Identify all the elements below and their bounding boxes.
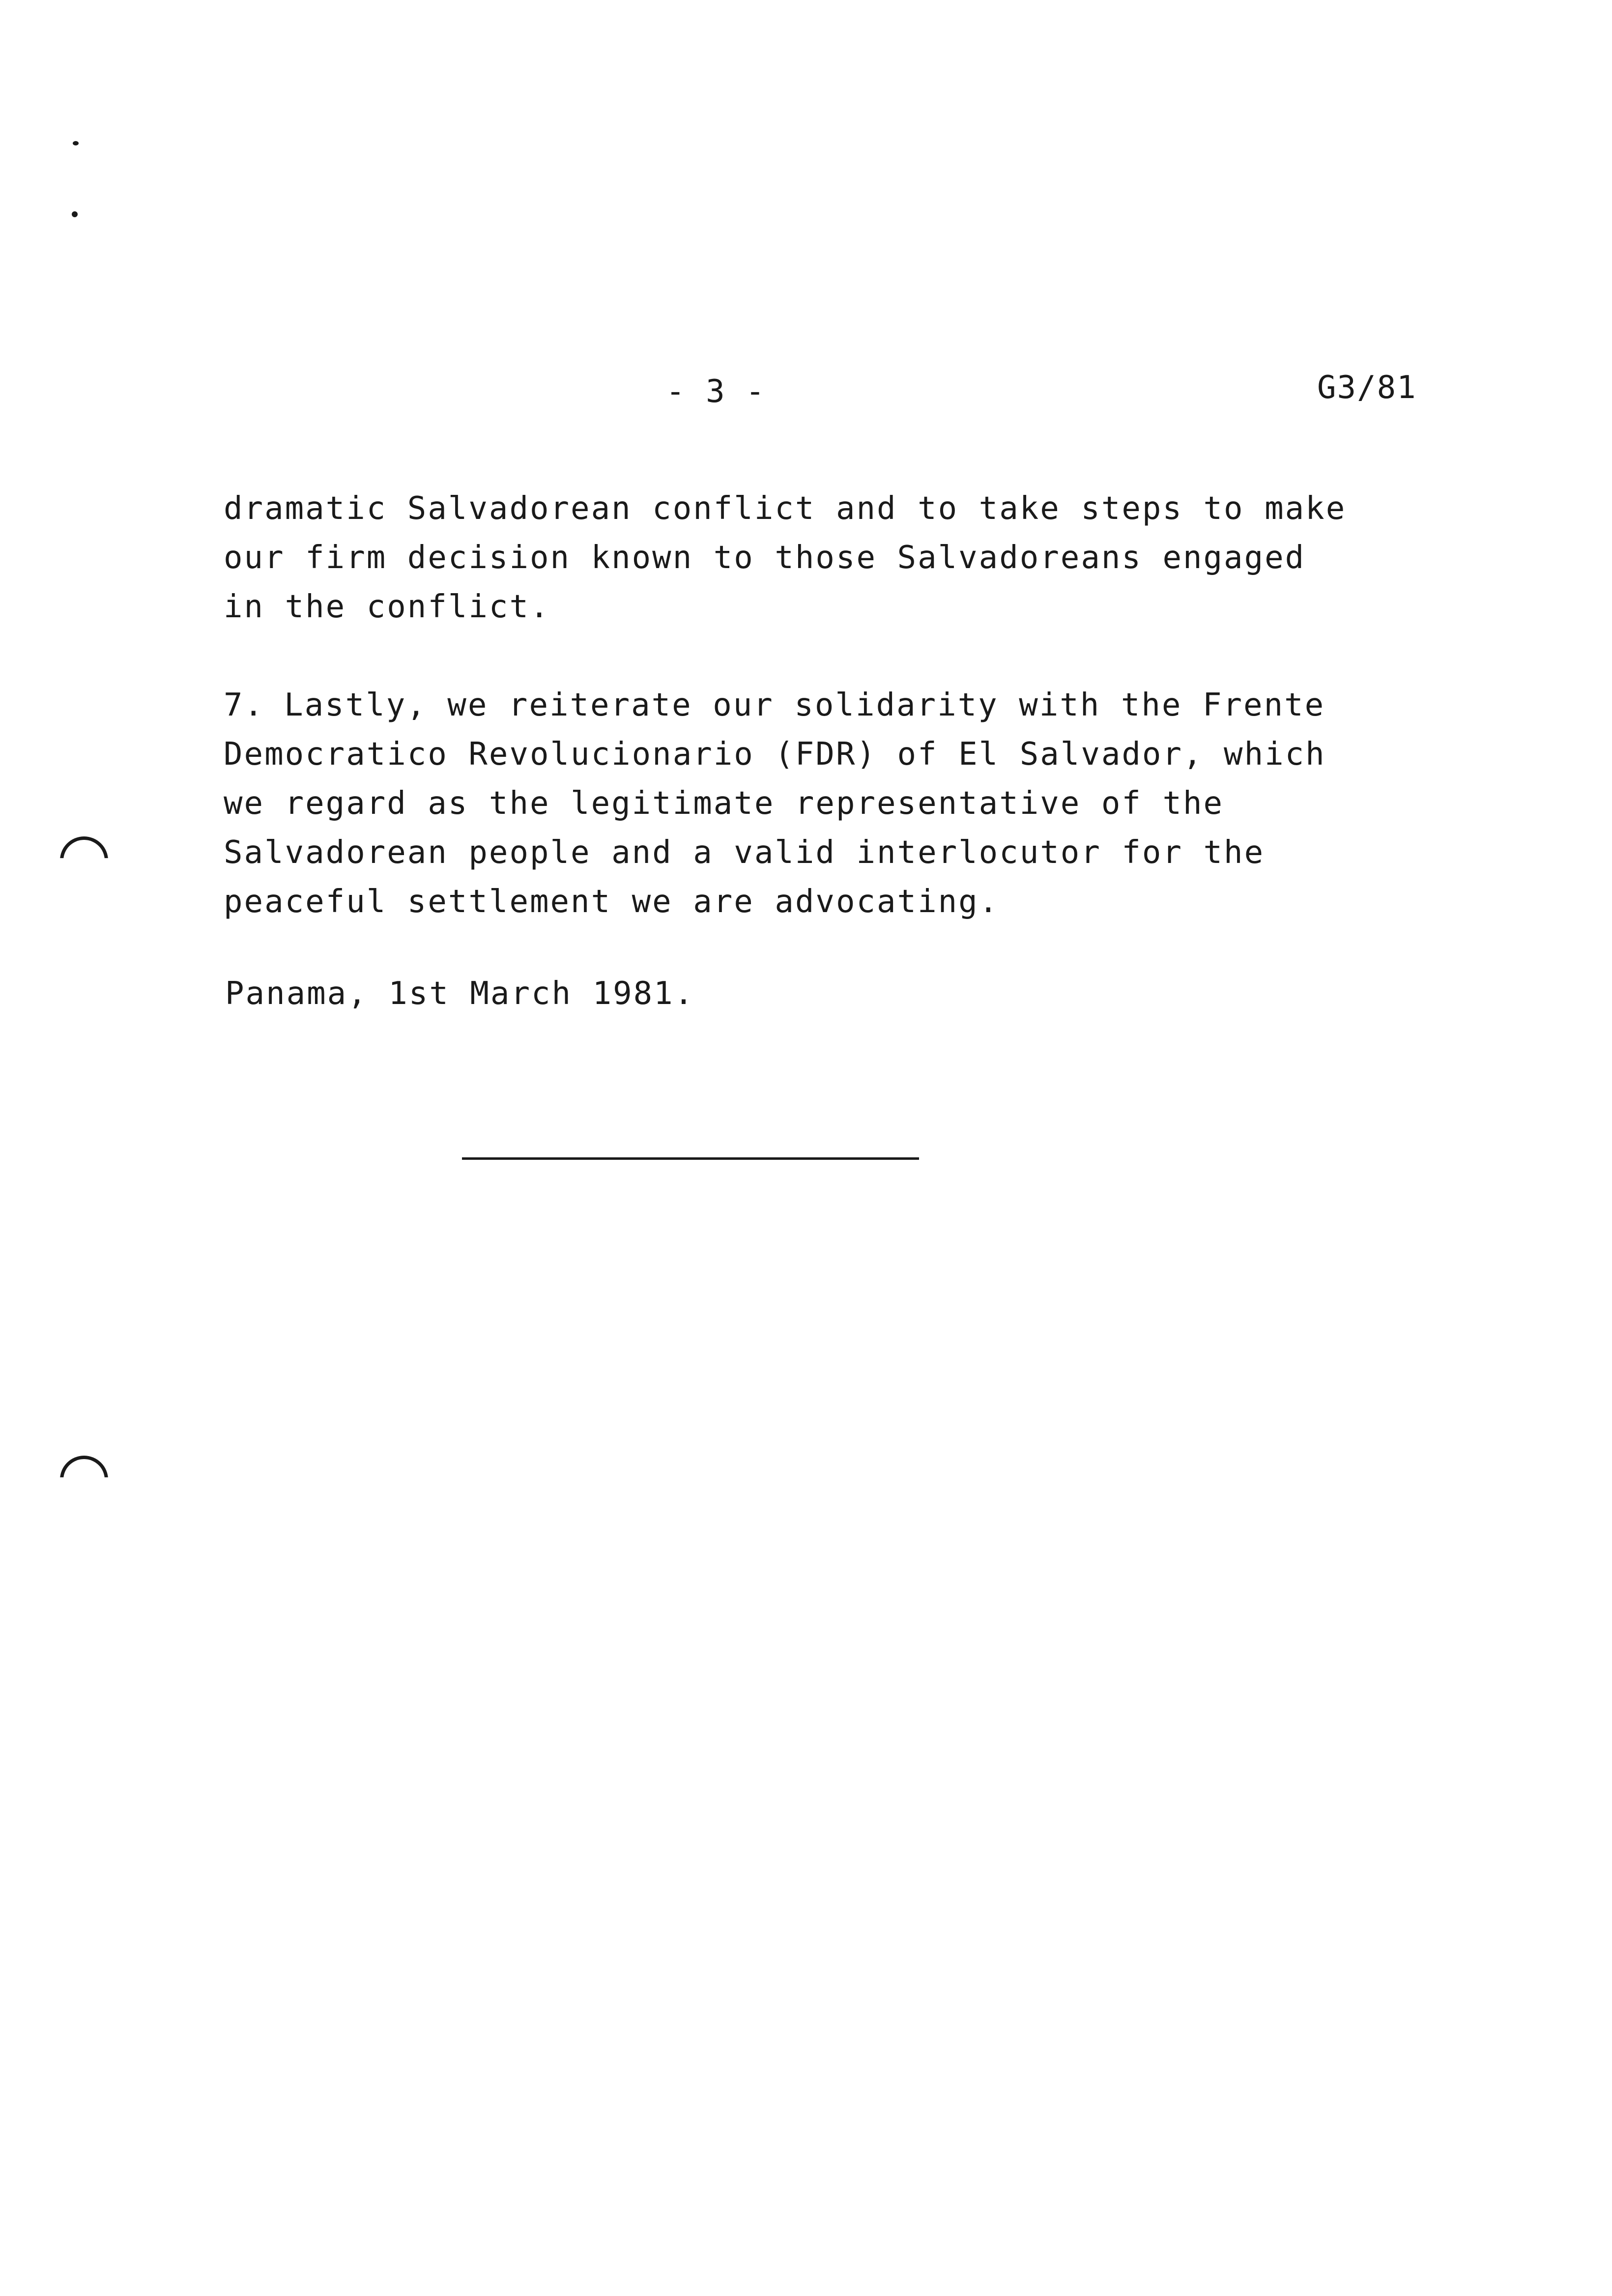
text-line: our firm decision known to those Salvadoreans engaged <box>224 540 1306 576</box>
scan-speck <box>73 141 79 145</box>
text-line: peaceful settlement we are advocating. <box>224 884 1000 920</box>
place-and-date: Panama, 1st March 1981. <box>225 976 695 1012</box>
punch-hole-mark <box>60 836 108 885</box>
end-of-document-rule <box>462 1157 919 1160</box>
paragraph-number: 7. <box>224 687 265 723</box>
page-number: - 3 - <box>666 373 766 410</box>
punch-hole-mark <box>60 1456 108 1504</box>
text-line-content: Lastly, we reiterate our solidarity with the Frente <box>284 687 1325 723</box>
document-reference: G3/81 <box>1317 370 1417 406</box>
text-line: Salvadorean people and a valid interlocutor for the <box>224 834 1265 871</box>
paragraph-7 <box>224 681 1344 926</box>
text-line: we regard as the legitimate representative of the <box>224 785 1224 822</box>
paragraph-continuation <box>224 484 1347 631</box>
scan-speck <box>72 211 78 217</box>
text-line: Democratico Revolucionario (FDR) of El Salvador, which <box>224 736 1326 773</box>
text-line: in the conflict. <box>224 589 550 625</box>
text-line <box>224 681 1344 730</box>
text-line: dramatic Salvadorean conflict and to take steps to make <box>224 490 1347 527</box>
